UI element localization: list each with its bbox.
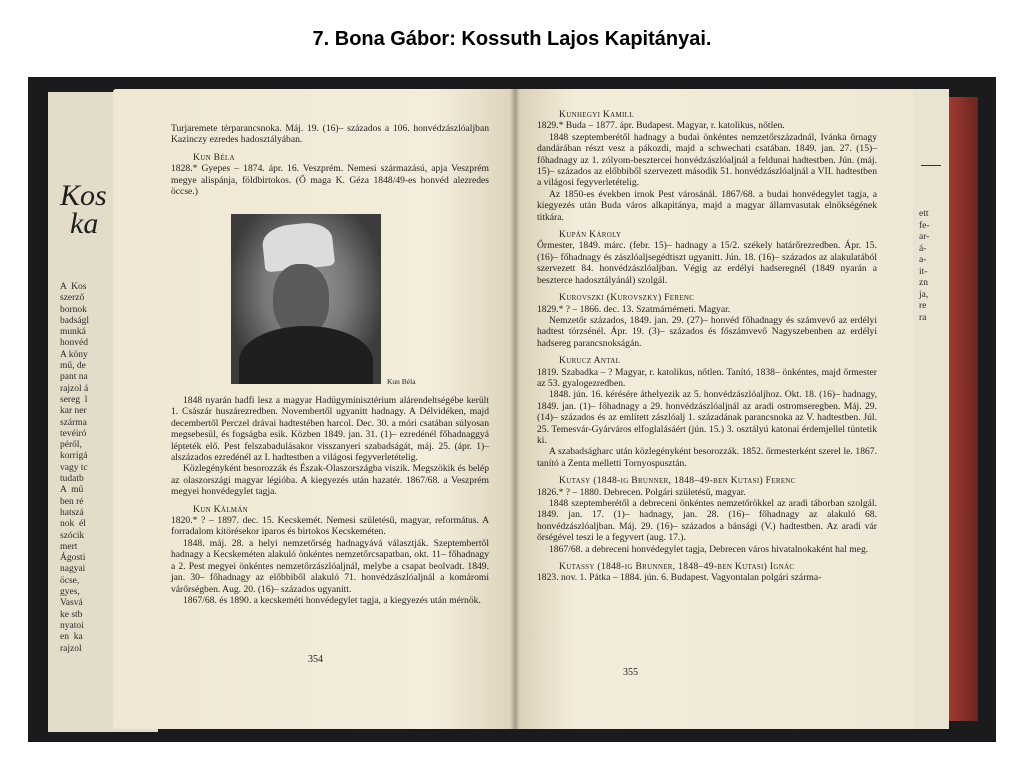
kutasy-ferenc-bio: 1826.* ? – 1880. Debrecen. Polgári születésű, magyar. — [537, 486, 746, 498]
entry-heading-kutasy-ferenc: Kutasy (1848-ig Brunner, 1848–49-ben Kutasi) Ferenc — [559, 475, 796, 487]
background-title-line-1: Kos — [60, 179, 107, 212]
entry-heading-kurovszki: Kurovszki (Kurovszky) Ferenc — [559, 292, 695, 304]
book-photo — [28, 77, 996, 742]
left-text-bottom — [171, 395, 489, 606]
background-book-title — [60, 179, 107, 240]
kun-kalman-bio: 1820.* ? – 1897. dec. 15. Kecskemét. Nemesi születésű, magyar, református. A forradalom kitörésekor iparos és birtokos Kecskeméten. — [171, 515, 489, 538]
page-rule — [921, 165, 941, 166]
background-book-fragments: A Kos szerző bornok badságl munká honvéd A köny mű, de pant na rajzol á sereg l kar ner szárma tevéiró péről, korrigá vagy tc tudatb A mű ben ré hatszá nok él szócik mert Ágosti nagyai öcse, gyes, Vasvá ke stb nyatoi en ka rajzol — [60, 282, 90, 654]
slide-title: 7. Bona Gábor: Kossuth Lajos Kapitányai. — [312, 28, 712, 50]
kurucz-bio: 1819. Szabadka – ? Magyar, r. katolikus, nőtlen. Tanító, 1838– önkéntes, majd őrmester az 53. gyalogezredben. — [537, 366, 877, 389]
kurucz-service: 1848. jún. 16. kérésére áthelyezik az 5. honvédzászlóaljhoz. Okt. 18. (16)– hadnagy, 1849. jan. (1)– főhadnagy a 29. honvédzászlóaljnál az aradi ostromseregben. Máj. 29. (14)– százados és az említett zászlóalj 1. századának parancsnoka az V. hadtestben. Júl. 25. Temesvár-Gyárváros elfoglalásáért (jún. 15.) 3. osztályú katonai érdemjellel tüntetik ki. — [537, 389, 877, 446]
kurovszki-bio: 1829.* ? – 1866. dec. 13. Szatmárnémeti. Magyar. — [537, 303, 731, 315]
entry-heading-kun-bela: Kun Béla — [193, 151, 235, 163]
intro-paragraph: Turjaremete térparancsnoka. Máj. 19. (16)– százados a 106. honvédzászlóaljban Kazinczy ezredes hadosztályában. — [171, 123, 489, 146]
entry-heading-kupan: Kupán Károly — [559, 229, 622, 241]
entry-heading-kutassy-ignac: Kutassy (1848-ig Brunner, 1848–49-ben Kutasi) Ignác — [559, 561, 795, 573]
left-text-top — [171, 123, 489, 197]
right-page-fragments: ett fe- ar- á- a- it- zn ja, re ra — [919, 209, 930, 323]
kunhegyi-bio: 1829.* Buda – 1877. ápr. Budapest. Magyar, r. katolikus, nőtlen. — [537, 120, 785, 132]
entry-heading-kun-kalman: Kun Kálmán — [193, 503, 249, 515]
left-page — [113, 89, 515, 729]
page-number-left: 354 — [308, 654, 323, 665]
page-number-right: 355 — [623, 667, 638, 678]
kurucz-later: A szabadságharc után közlegényként besorozzák. 1852. őrmesterként szerel le. 1867. tanító a Zenta melletti Tornyospusztán. — [537, 446, 877, 469]
entry-heading-kurucz: Kurucz Antal — [559, 355, 621, 367]
book-gutter — [510, 89, 520, 729]
kutassy-ignac-bio: 1823. nov. 1. Pátka – 1884. jún. 6. Budapest. Vagyontalan polgári szárma- — [537, 572, 822, 584]
portrait-photo-kun-bela — [231, 214, 381, 384]
right-text — [537, 109, 877, 584]
portrait-caption: Kun Béla — [387, 377, 416, 386]
kun-kalman-service: 1848. máj. 28. a helyi nemzetőrség hadnagyává választják. Szeptembertől hadnagy a Kecskeméten alakuló önkéntes nemzetőrcsapatban, okt. 11– főhadnagy a 2. Pest megyei önkéntes nemzetőrzászlóaljnál, melybe a csapat beolvadt. 1849. jan. 30– főhadnagy az előbbiből alakuló 71. honvédzászlóaljnál a komáromi várőrségben. Aug. 20. (16)– százados ugyanitt. — [171, 537, 489, 595]
kupan-bio: Őrmester, 1849. márc. (febr. 15)– hadnagy a 15/2. székely határőrezredben. Ápr. 15. (16)– főhadnagy és zászlóaljsegédtiszt ugyanitt. Jún. 18. (16)– százados az alakulatából szervezett 84. honvédzászlóaljban. Végig az erdélyi hadseregnél (1849 nyarán a beszterce hadosztályánál) szolgál. — [537, 240, 877, 286]
kunhegyi-service: 1848 szeptemberétől hadnagy a budai önkéntes nemzetőrszázadnál, Ivánka őrnagy dandárában részt vesz a pákozdi, majd a schwechati csatában. 1849. jan. 27. (15)– főhadnagy az 1. zólyom-besztercei honvédzászlóaljnál a feldunai hadtestben. Jún. (máj. 15)– százados az előbbiből szervezett második 51. honvédzászlóaljnál a VII. hadtestben a világosi fegyverletételig. — [537, 131, 877, 189]
right-page — [515, 89, 913, 729]
kunhegyi-later: Az 1850-es években írnok Pest városánál. 1867/68. a budai honvédegylet tagja, a kiegyezés után Buda város alkapitánya, majd a magyar államvasutak elnökségének titkára. — [537, 188, 877, 223]
kurovszki-service: Nemzetőr százados, 1849. jan. 29. (27)– honvéd főhadnagy és számvevő az erdélyi hadtest törzsénél. Ápr. 19. (3)– százados és főszámvevő Nagyszebenben az erdélyi hadsereg parancsnokságán. — [537, 314, 877, 349]
background-title-line-2: ka — [70, 207, 99, 240]
kutasy-ferenc-later: 1867/68. a debreceni honvédegylet tagja, Debrecen város hivatalnokaként hal meg. — [549, 543, 869, 555]
kutasy-ferenc-service: 1848 szeptemberétől a debreceni önkéntes nemzetőrökkel az aradi táborban szolgál. 1849. jan. 17. (1)– hadnagy, jan. 28. (16)– főhadnagy az alakuló 68. honvédzászlóaljban. Máj. 29. (16)– százados a bánsági (V.) hadtestben. Az aradi vár őrségével teszi le a fegyvert (aug. 17.). — [537, 498, 877, 544]
entry-heading-kunhegyi: Kunhegyi Kamill — [559, 109, 634, 120]
kun-kalman-later: 1867/68. és 1890. a kecskeméti honvédegylet tagja, a kiegyezés után mérnök. — [183, 594, 481, 606]
kun-bela-service: 1848 nyarán hadfi lesz a magyar Hadügyminisztérium alárendeltségébe került 1. Császár huszárezredben. Novembertől ugyanitt hadnagy. A Délvidéken, majd decembertől Perczel drávai hadtestében harcol. Dec. 30. a móri csatában súlyosan megsebesül, és fogságba esik. Közben 1849. jan. 31. (1)– ezredénél főhadnaggyá lépteték elő. Pest felszabadulásakor visszanyeri szabadságát, máj. 25. (ápr. 1)– alszázados ezredénél az I. hadtestben a világosi fegyverletételig. — [171, 395, 489, 464]
kun-bela-bio: 1828.* Gyepes – 1874. ápr. 16. Veszprém. Nemesi származású, apja Veszprém megye alispánja, földbirtokos. (Ő maga K. Géza 1848/49-es honvéd alezredes öccse.) — [171, 163, 489, 198]
kun-bela-later: Közlegényként besorozzák és Észak-Olaszországba viszik. Megszökik és belép az olaszországi magyar légióba. A kiegyezés után hazatér. 1867/68. a Veszprém megyei honvédegylet tagja. — [171, 463, 489, 498]
